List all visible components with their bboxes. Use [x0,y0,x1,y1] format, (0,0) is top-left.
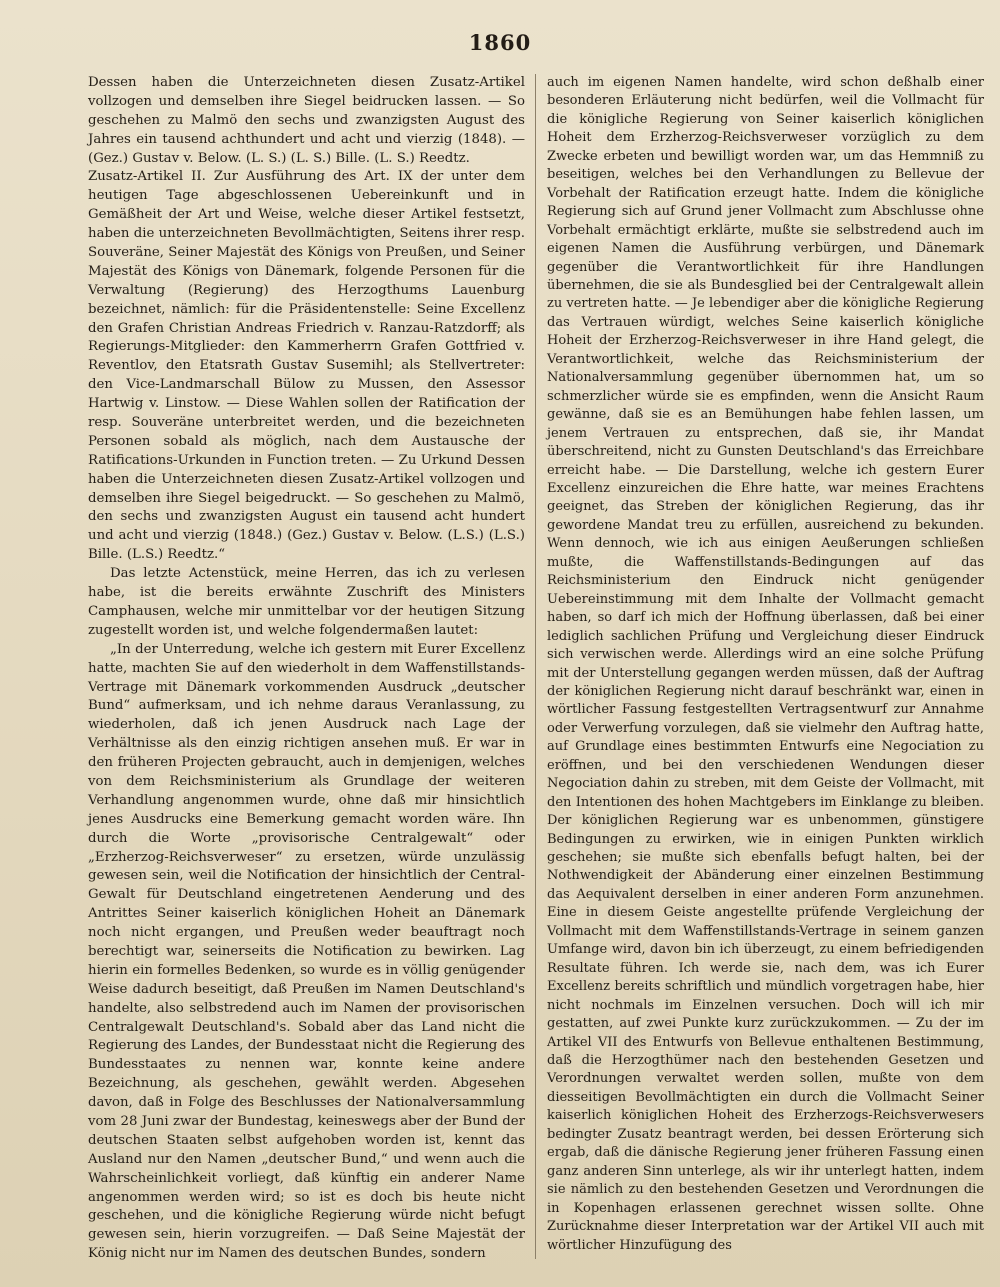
paragraph: Das letzte Actenstück, meine Herren, das ich zu verlesen habe, ist die bereits erwähnte Zuschrift des Ministers Camphausen, welche mir unmittelbar vor der heutigen Sitzung zugestellt worden ist, und welche folgendermaßen lautet: [88,566,525,638]
paragraph: Dessen haben die Unterzeichneten diesen Zusatz-Artikel vollzogen und demselben ihre Siegel beidrucken lassen. — So geschehen zu Malmö den sechs und zwanzigsten August des Jahres ein tausend achthundert und acht und vierzig (1848). — (Gez.) Gustav v. Below. (L. S.) (L. S.) Bille. (L. S.) Reedtz. [88,75,525,166]
right-column [547,74,984,1255]
paragraph: Zusatz-Artikel II. Zur Ausführung des Art. IX der unter dem heutigen Tage abgeschlossenen Uebereinkunft und in Gemäßheit der Art und Weise, welche dieser Artikel festsetzt, haben die unterzeichneten Bevollmächtigten, Seitens ihrer resp. Souveräne, Seiner Majestät des Königs von Preußen, und Seiner Majestät des Königs von Dänemark, folgende Personen für die Verwaltung (Regierung) des Herzogthums Lauenburg bezeichnet, nämlich: für die Präsidentenstelle: Seine Excellenz den Grafen Christian Andreas Friedrich v. Ranzau-Ratzdorff; als Regierungs-Mitglieder: den Kammerherrn Grafen Gottfried v. Reventlov, den Etatsrath Gustav Susemihl; als Stellvertreter: den Vice-Landmarschall Bülow zu Mussen, den Assessor Hartwig v. Linstow. — Diese Wahlen sollen der Ratification der resp. Souveräne unterbreitet werden, und die bezeichneten Personen sobald als möglich, nach dem Austausche der Ratifications-Urkunden in Function treten. — Zu Urkund Dessen haben die Unterzeichneten diesen Zusatz-Artikel vollzogen und demselben ihre Siegel beigedruckt. — So geschehen zu Malmö, den sechs und zwanzigsten August ein tausend acht hundert und acht und vierzig (1848.) (Gez.) Gustav v. Below. (L.S.) (L.S.) Bille. (L.S.) Reedtz.“ [88,169,525,563]
column-divider [535,74,536,1259]
left-column [88,74,525,1264]
paragraph: auch im eigenen Namen handelte, wird schon deßhalb einer besonderen Erläuterung nicht bedürfen, weil die Vollmacht für die königliche Regierung von Seiner kaiserlich königlichen Hoheit dem Erzherzog-Reichsverweser vorzüglich zu dem Zwecke erbeten und bewilligt worden war, um das Hemmniß zu beseitigen, welches bei den Verhandlungen zu Bellevue der Vorbehalt der Ratification erzeugt hatte. Indem die königliche Regierung sich auf Grund jener Vollmacht zum Abschlusse ohne Vorbehalt ermächtigt erklärte, mußte sie selbstredend auch im eigenen Namen die Ausführung verbürgen, und Dänemark gegenüber die Verantwortlichkeit für ihre Handlungen übernehmen, die sie als Bundesglied bei der Centralgewalt allein zu vertreten hatte. — Je lebendiger aber die königliche Regierung das Vertrauen würdigt, welches Seine kaiserlich königliche Hoheit der Erzherzog-Reichsverweser in ihre Hand gelegt, die Verantwortlichkeit, welche das Reichsministerium der Nationalversammlung gegenüber übernommen hat, um so schmerzlicher würde sie es empfinden, wenn die Ansicht Raum gewänne, daß sie es an Bemühungen habe fehlen lassen, um jenem Vertrauen zu entsprechen, daß sie, ihr Mandat überschreitend, nicht zu Gunsten Deutschland's das Erreichbare erreicht habe. — Die Darstellung, welche ich gestern Eurer Excellenz einzureichen die Ehre hatte, war meines Erachtens geeignet, das Streben der königlichen Regierung, das ihr gewordene Mandat treu zu erfüllen, ausreichend zu bekunden. Wenn dennoch, wie ich aus einigen Aeußerungen schließen mußte, die Waffenstillstands-Bedingungen auf das Reichsministerium den Eindruck nicht genügender Uebereinstimmung mit dem Inhalte der Vollmacht gemacht haben, so darf ich mich der Hoffnung überlassen, daß bei einer lediglich sachlichen Prüfung und Vergleichung dieser Eindruck sich verwischen werde. Allerdings wird an eine solche Prüfung mit der Unterstellung gegangen werden müssen, daß der Auftrag der königlichen Regierung nicht darauf beschränkt war, einen in wörtlicher Fassung festgestellten Vertragsentwurf zur Annahme oder Verwerfung vorzulegen, daß sie vielmehr den Auftrag hatte, auf Grundlage eines bestimmten Entwurfs eine Negociation zu eröffnen, und bei den verschiedenen Wendungen dieser Negociation dahin zu streben, mit dem Geiste der Vollmacht, mit den Intentionen des hohen Machtgebers im Einklange zu bleiben. Der königlichen Regierung war es unbenommen, günstigere Bedingungen zu erwirken, wie in einigen Punkten wirklich geschehen; sie mußte sich ebenfalls befugt halten, bei der Nothwendigkeit der Abänderung einer einzelnen Bestimmung das Aequivalent derselben in einer anderen Form anzunehmen. Eine in diesem Geiste angestellte prüfende Vergleichung der Vollmacht mit dem Waffenstillstands-Vertrage in seinem ganzen Umfange wird, davon bin ich überzeugt, zu einem befriedigenden Resultate führen. Ich werde sie, nach dem, was ich Eurer Excellenz bereits schriftlich und mündlich vorgetragen habe, hier nicht nochmals im Einzelnen versuchen. Doch will ich mir gestatten, auf zwei Punkte kurz zurückzukommen. — Zu der im Artikel VII des Entwurfs von Bellevue enthaltenen Bestimmung, daß die Herzogthümer nach den bestehenden Gesetzen und Verordnungen verwaltet werden sollen, mußte von dem diesseitigen Bevollmächtigten ein durch die Vollmacht Seiner kaiserlich königlichen Hoheit des Erzherzogs-Reichsverwesers bedingter Zusatz beantragt werden, bei dessen Erörterung sich ergab, daß die dänische Regierung jener früheren Fassung einen ganz anderen Sinn unterlege, als wir ihr unterlegt hatten, indem sie nämlich zu den bestehenden Gesetzen und Verordnungen die in Kopenhagen erlassenen gerechnet wissen sollte. Ohne Zurücknahme dieser Interpretation war der Artikel VII auch mit wörtlicher Hinzufügung des [547,75,984,1253]
paragraph: „In der Unterredung, welche ich gestern mit Eurer Excellenz hatte, machten Sie auf den wiederholt in dem Waffenstillstands-Vertrage mit Dänemark vorkommenden Ausdruck „deutscher Bund“ aufmerksam, und ich nehme daraus Veranlassung, zu wiederholen, daß ich jenen Ausdruck nach Lage der Verhältnisse als den einzig richtigen ansehen muß. Er war in den früheren Projecten gebraucht, auch in demjenigen, welches von dem Reichsministerium als Grundlage der weiteren Verhandlung angenommen wurde, ohne daß mir hinsichtlich jenes Ausdrucks eine Bemerkung gemacht worden wäre. Ihn durch die Worte „provisorische Centralgewalt“ oder „Erzherzog-Reichsverweser“ zu ersetzen, würde unzulässig gewesen sein, weil die Notification der hinsichtlich der Central-Gewalt für Deutschland eingetretenen Aenderung und des Antrittes Seiner kaiserlich königlichen Hoheit an Dänemark noch nicht ergangen, und Preußen weder beauftragt noch berechtigt war, seinerseits die Notification zu bewirken. Lag hierin ein formelles Bedenken, so wurde es in völlig genügender Weise dadurch beseitigt, daß Preußen im Namen Deutschland's handelte, also selbstredend auch im Namen der provisorischen Centralgewalt Deutschland's. Sobald aber das Land nicht die Regierung des Landes, der Bundesstaat nicht die Regierung des Bundesstaates zu nennen war, konnte keine andere Bezeichnung, als geschehen, gewählt werden. Abgesehen davon, daß in Folge des Beschlusses der Nationalversammlung vom 28 Juni zwar der Bundestag, keineswegs aber der Bund der deutschen Staaten selbst aufgehoben worden ist, kennt das Ausland nur den Namen „deutscher Bund,“ und wenn auch die Wahrscheinlichkeit vorliegt, daß künftig ein anderer Name angenommen werden wird; so ist es doch bis heute nicht geschehen, und die königliche Regierung würde nicht befugt gewesen sein, hierin vorzugreifen. — Daß Seine Majestät der König nicht nur im Namen des deutschen Bundes, sondern [88,641,525,1262]
page-number: 1860 [468,30,532,55]
